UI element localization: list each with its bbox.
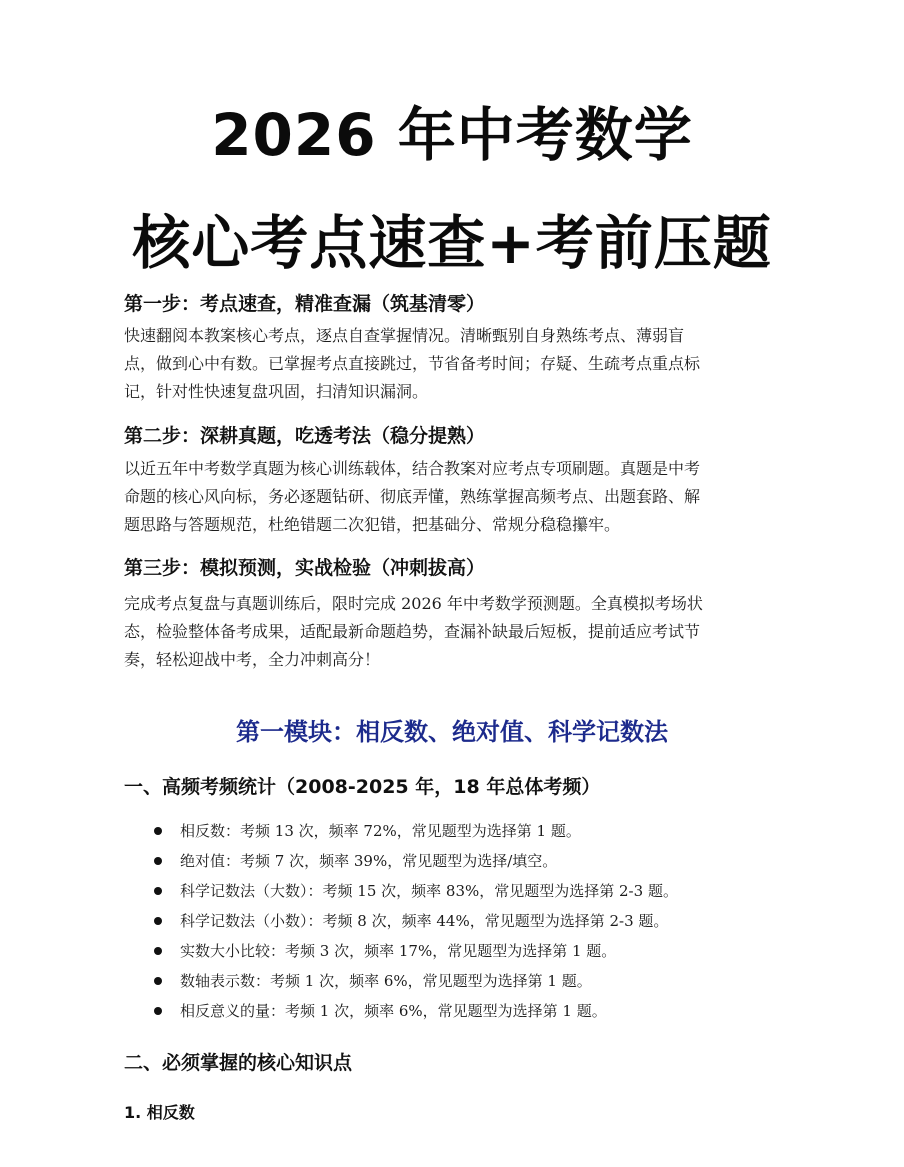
list-item-term: 实数大小比较：: [180, 942, 286, 960]
step3-body: [124, 590, 788, 674]
list-item-detail: 考频 7 次，频率 39%，常见题型为选择/填空。: [240, 852, 558, 870]
document-title-line1: 2026 年中考数学: [211, 101, 693, 169]
list-item: [124, 906, 824, 936]
step3-body-line: 态，检验整体备考成果，适配最新命题趋势，查漏补缺最后短板，提前适应考试节: [124, 622, 701, 641]
step2-body-line: 命题的核心风向标，务必逐题钻研、彻底弄懂，熟练掌握高频考点、出题套路、解: [124, 487, 701, 506]
bullet-icon: [154, 857, 162, 865]
module-title: 第一模块：相反数、绝对值、科学记数法: [236, 718, 668, 746]
list-item-detail: 考频 15 次，频率 83%，常见题型为选择第 2-3 题。: [322, 882, 678, 900]
step3-body-line: 奏，轻松迎战中考，全力冲刺高分！: [124, 650, 381, 669]
document-title-line2: 核心考点速查+考前压题: [132, 209, 772, 277]
step3-heading: 第三步：模拟预测，实战检验（冲刺拔高）: [124, 557, 486, 579]
list-item-term: 相反数：: [180, 822, 241, 840]
list-item: [124, 846, 824, 876]
step2-body-line: 以近五年中考数学真题为核心训练载体，结合教案对应考点专项刷题。真题是中考: [124, 459, 701, 478]
bullet-icon: [154, 1007, 162, 1015]
list-item-term: 数轴表示数：: [180, 972, 271, 990]
list-item-term: 科学记数法（大数）：: [180, 882, 323, 900]
list-item-detail: 考频 13 次，频率 72%，常见题型为选择第 1 题。: [240, 822, 581, 840]
list-item-detail: 考频 1 次，频率 6%，常见题型为选择第 1 题。: [270, 972, 592, 990]
step3-body-line: 完成考点复盘与真题训练后，限时完成 2026 年中考数学预测题。全真模拟考场状: [124, 594, 703, 613]
list-item: [124, 936, 824, 966]
bullet-icon: [154, 947, 162, 955]
step1-body-line: 点，做到心中有数。已掌握考点直接跳过，节省备考时间；存疑、生疏考点重点标: [124, 354, 701, 373]
bullet-icon: [154, 977, 162, 985]
bullet-icon: [154, 887, 162, 895]
section1-heading: 一、高频考频统计（2008-2025 年，18 年总体考频）: [124, 776, 601, 798]
list-item: [124, 966, 824, 996]
list-item: [124, 996, 824, 1026]
bullet-icon: [154, 827, 162, 835]
list-item-detail: 考频 8 次，频率 44%，常见题型为选择第 2-3 题。: [322, 912, 669, 930]
step1-body-line: 记，针对性快速复盘巩固，扫清知识漏洞。: [124, 382, 429, 401]
list-item-term: 绝对值：: [180, 852, 241, 870]
bullet-icon: [154, 917, 162, 925]
step2-body-line: 题思路与答题规范，杜绝错题二次犯错，把基础分、常规分稳稳攥牢。: [124, 515, 621, 534]
step1-heading: 第一步：考点速查，精准查漏（筑基清零）: [124, 293, 486, 315]
list-item-term: 相反意义的量：: [180, 1002, 286, 1020]
step1-body-line: 快速翻阅本教案核心考点，逐点自查掌握情况。清晰甄别自身熟练考点、薄弱盲: [124, 326, 685, 345]
list-item-detail: 考频 1 次，频率 6%，常见题型为选择第 1 题。: [285, 1002, 607, 1020]
list-item-term: 科学记数法（小数）：: [180, 912, 323, 930]
frequency-list: [124, 816, 824, 1026]
section2-heading: 二、必须掌握的核心知识点: [124, 1052, 353, 1074]
subsection1-heading: 1. 相反数: [124, 1103, 195, 1122]
list-item: [124, 876, 824, 906]
step2-body: [124, 455, 788, 539]
step2-heading: 第二步：深耕真题，吃透考法（稳分提熟）: [124, 425, 486, 447]
list-item-detail: 考频 3 次，频率 17%，常见题型为选择第 1 题。: [285, 942, 617, 960]
list-item: [124, 816, 824, 846]
step1-body: [124, 322, 788, 406]
